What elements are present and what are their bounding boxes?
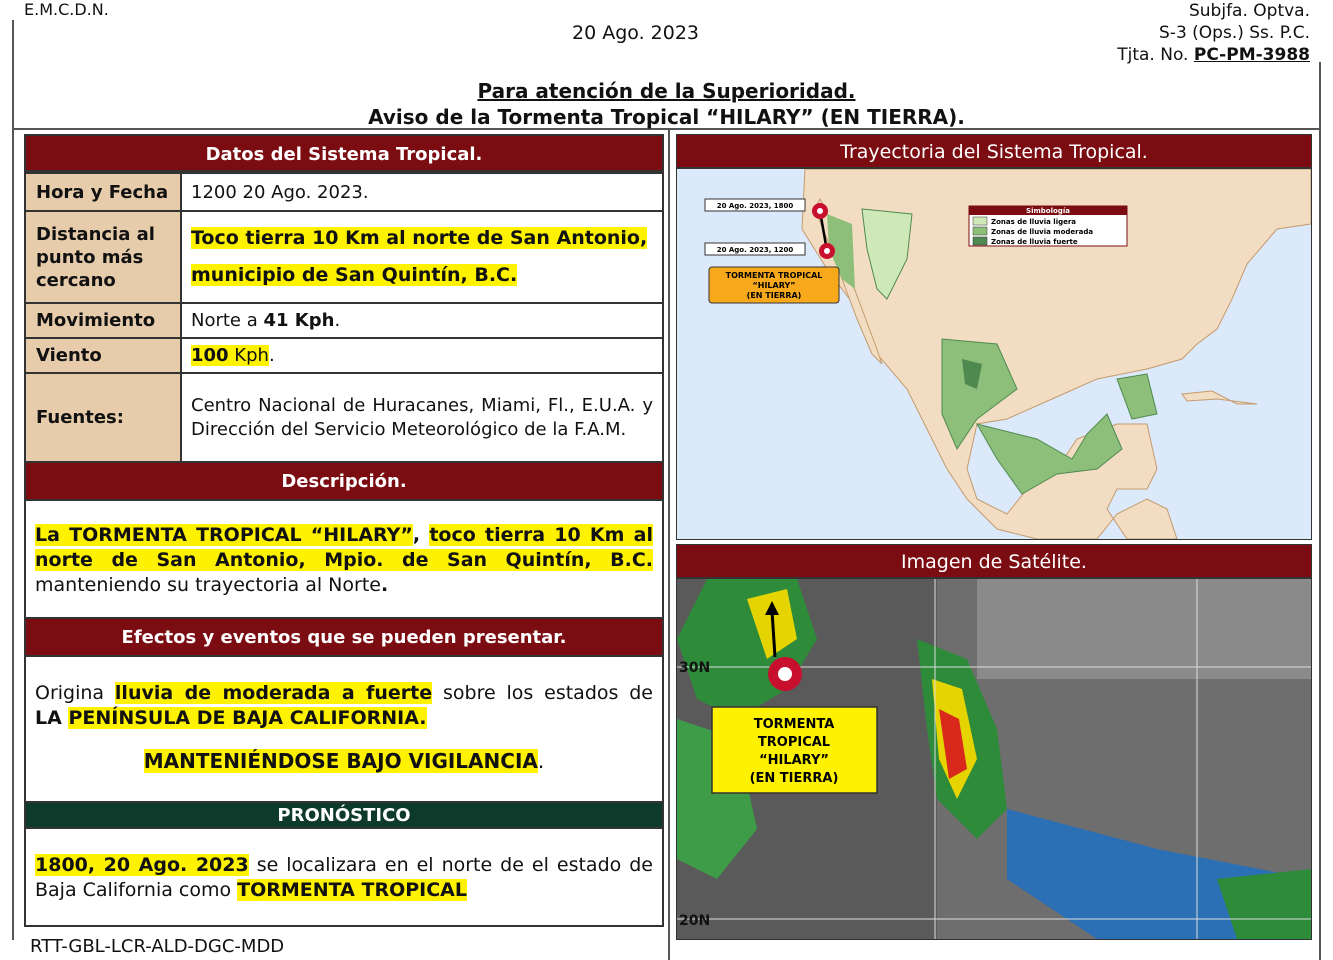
hurricane-icon <box>768 657 802 691</box>
legend-title: Simbología <box>1026 207 1070 215</box>
distancia-line-2: municipio de San Quintín, B.C. <box>191 264 518 286</box>
trayectoria-map <box>677 169 1311 539</box>
frame-left-line <box>12 20 14 940</box>
storm-label-line-2: “HILARY” <box>752 281 796 290</box>
hora-value: 1200 20 Ago. 2023. <box>181 173 663 211</box>
label-1200: 20 Ago. 2023, 1200 <box>716 246 794 254</box>
legend-swatch-strong <box>973 237 987 245</box>
satellite-image <box>677 579 1311 939</box>
sat-clouds-gray <box>977 579 1311 679</box>
movimiento-value <box>181 303 663 338</box>
descripcion-box <box>24 501 664 619</box>
distancia-value <box>181 211 663 303</box>
row-distancia <box>25 211 663 303</box>
efectos-la: LA <box>35 707 69 729</box>
pronostico-tipo: TORMENTA TROPICAL <box>237 879 467 901</box>
legend-item-strong: Zonas de lluvia fuerte <box>991 238 1078 246</box>
satelite-image-panel <box>676 578 1312 940</box>
hora-label: Hora y Fecha <box>25 173 181 211</box>
legend-item-light: Zonas de lluvia ligera <box>991 218 1077 226</box>
map-legend <box>969 206 1127 246</box>
efectos-heading: Efectos y eventos que se pueden presentar. <box>24 619 664 657</box>
efectos-line-1 <box>35 681 653 706</box>
movimiento-suffix: . <box>334 310 341 331</box>
efectos-peninsula: PENÍNSULA DE BAJA CALIFORNIA. <box>68 707 427 729</box>
viento-suffix: . <box>268 345 275 366</box>
efectos-box <box>24 657 664 803</box>
marker-1200 <box>819 243 835 259</box>
trayectoria-map-panel <box>676 168 1312 540</box>
row-hora <box>25 173 663 211</box>
row-movimiento <box>25 303 663 338</box>
fuentes-label: Fuentes: <box>25 373 181 462</box>
legend-item-moderate: Zonas de lluvia moderada <box>991 228 1094 236</box>
sat-box-line-1: TORMENTA <box>753 717 835 732</box>
title-line-2: Aviso de la Tormenta Tropical “HILARY” (EN TIERRA). <box>368 105 965 129</box>
movimiento-prefix: Norte a <box>191 310 264 331</box>
card-number: PC-PM-3988 <box>1193 45 1310 65</box>
frame-right-line <box>1319 62 1321 960</box>
card-number-line <box>1117 44 1310 66</box>
viento-value <box>181 338 663 373</box>
vigilancia-end: . <box>537 749 545 773</box>
pronostico-text: se localizara en el norte de el estado de Baja California como <box>35 854 653 901</box>
vigilancia-line <box>35 749 653 774</box>
pronostico-date: 1800, 20 Ago. 2023 <box>35 854 249 876</box>
org-code: E.M.C.D.N. <box>24 0 109 19</box>
pronostico-box <box>24 829 664 927</box>
descripcion-sep: , <box>412 524 430 546</box>
footer-code: RTT-GBL-LCR-ALD-DGC-MDD <box>30 936 285 957</box>
sat-box-line-2: TROPICAL <box>757 735 831 750</box>
section-label: S-3 (Ops.) Ss. P.C. <box>1159 23 1310 43</box>
row-viento <box>25 338 663 373</box>
vigilancia-text: MANTENIÉNDOSE BAJO VIGILANCIA <box>143 749 538 773</box>
efectos-pre: Origina <box>35 682 115 704</box>
viento-number <box>191 345 269 366</box>
right-column <box>676 134 1312 940</box>
descripcion-rest: manteniendo su trayectoria al Norte <box>35 574 381 596</box>
descripcion-hl-1: La TORMENTA TROPICAL “HILARY” <box>35 524 413 546</box>
viento-unit: Kph <box>228 345 269 366</box>
trayectoria-heading: Trayectoria del Sistema Tropical. <box>676 134 1312 168</box>
left-column <box>24 134 664 927</box>
distancia-line-1: Toco tierra 10 Km al norte de San Antonio, <box>191 227 648 249</box>
sat-lat-30n: 30N <box>679 660 711 676</box>
efectos-post: sobre los estados de <box>432 682 653 704</box>
legend-swatch-moderate <box>973 227 987 235</box>
document-date: 20 Ago. 2023 <box>572 22 699 44</box>
datos-heading: Datos del Sistema Tropical. <box>24 134 664 172</box>
subjefatura-label: Subjfa. Optva. <box>1188 1 1310 21</box>
storm-label-line-3: (EN TIERRA) <box>746 291 802 300</box>
datos-table <box>24 172 664 463</box>
efectos-lluvia: lluvia de moderada a fuerte <box>114 682 433 704</box>
card-prefix: Tjta. No. <box>1117 45 1194 65</box>
movimiento-label: Movimiento <box>25 303 181 338</box>
sat-box-line-4: (EN TIERRA) <box>749 771 839 786</box>
sat-box-line-3: “HILARY” <box>759 753 829 768</box>
frame-middle-line <box>668 130 670 960</box>
title-line-1: Para atención de la Superioridad. <box>477 79 856 103</box>
marker-1800 <box>812 203 828 219</box>
efectos-line-2 <box>35 706 653 731</box>
header-right-block <box>1117 0 1310 66</box>
descripcion-end: . <box>380 574 389 596</box>
descripcion-hl-2: toco tierra 10 Km al norte de San Antonio, Mpio. de San Quintín, B.C. <box>35 524 653 571</box>
descripcion-heading: Descripción. <box>24 463 664 501</box>
sat-lat-20n: 20N <box>679 913 711 929</box>
storm-label-line-1: TORMENTA TROPICAL <box>725 271 823 280</box>
viento-label: Viento <box>25 338 181 373</box>
pronostico-heading: PRONÓSTICO <box>24 803 664 829</box>
satelite-heading: Imagen de Satélite. <box>676 544 1312 578</box>
row-fuentes <box>25 373 663 462</box>
legend-swatch-light <box>973 217 987 225</box>
fuentes-value: Centro Nacional de Huracanes, Miami, Fl., E.U.A. y Dirección del Servicio Meteorológico de la F.A.M. <box>181 373 663 462</box>
label-1800: 20 Ago. 2023, 1800 <box>716 202 794 210</box>
viento-num-bold: 100 <box>191 345 229 366</box>
distancia-label: Distancia al punto más cercano <box>25 211 181 303</box>
movimiento-speed: 41 Kph <box>263 310 335 331</box>
